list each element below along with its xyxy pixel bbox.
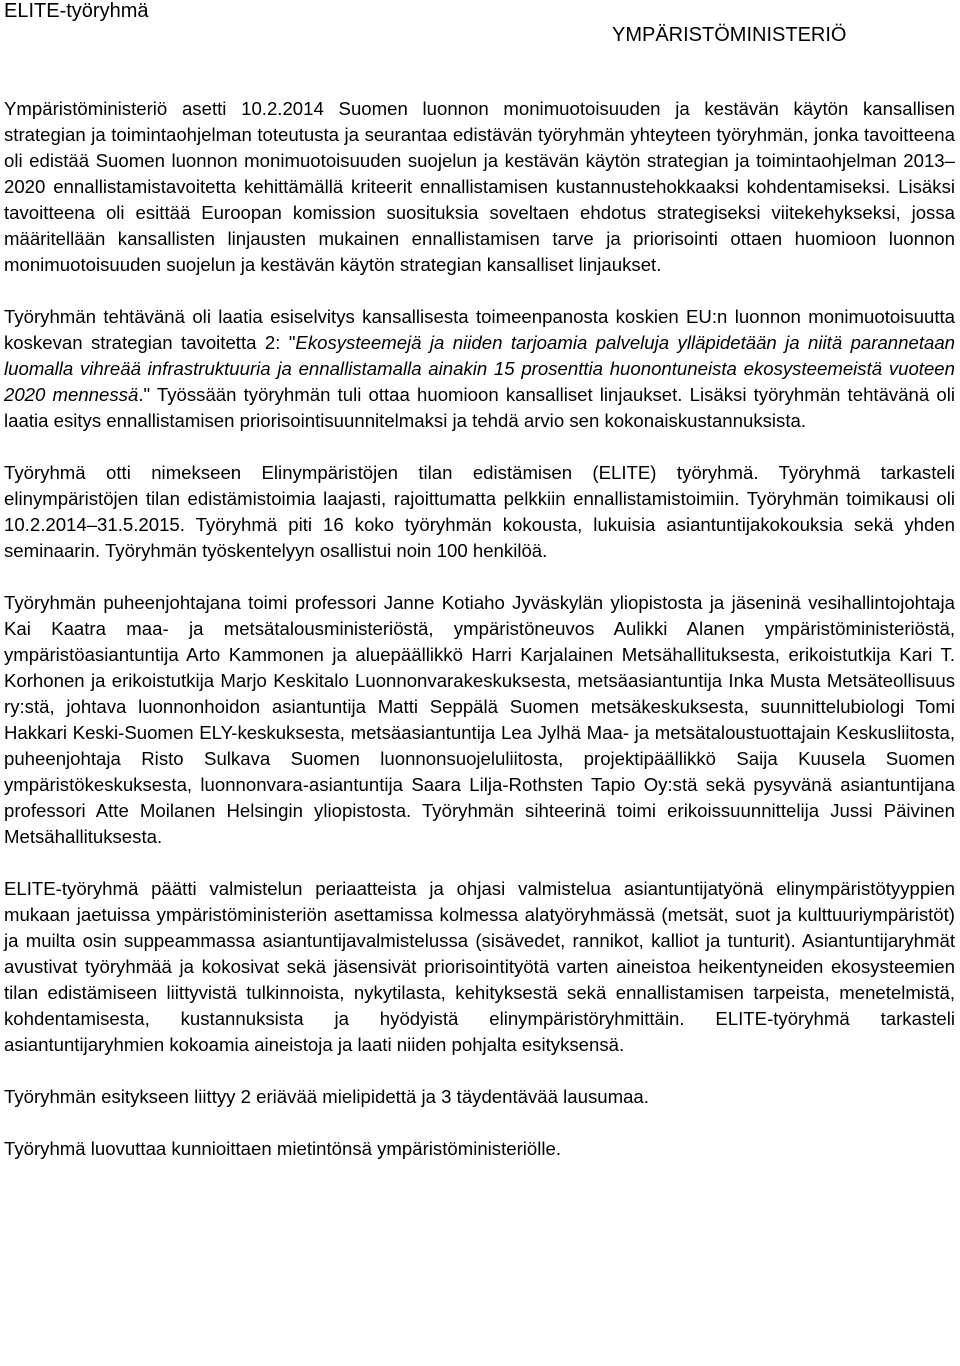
paragraph-appointment: Ympäristöministeriö asetti 10.2.2014 Suomen luonnon monimuotoisuuden ja kestävän käytön kansallisen strategian ja toimintaohjelman toteutusta ja seurantaa edistävän työryhmän yhteyteen työryhmän, jonka tavoitteena oli edistää Suomen luonnon monimuotoisuuden suojelun ja kestävän käytön strategian ja toimintaohjelman 2013–2020 ennallistamistavoitetta kehittämällä kriteerit ennallistamisen kustannustehokkaaksi kohdentamiseksi. Lisäksi tavoitteena oli esittää Euroopan komission suosituksia soveltaen ehdotus strategiseksi viitekehykseksi, jossa määritellään kansallisten linjausten mukainen ennallistamisen tarve ja priorisointi ottaen huomioon luonnon monimuotoisuuden suojelun ja kestävän käytön strategian kansalliset linjaukset. [4,98,955,275]
paragraph-task [4,304,955,434]
paragraph-task-quote: Ekosysteemejä ja niiden tarjoamia palveluja ylläpidetään ja niitä parannetaan luomalla vihreää infrastruktuuria ja ennallistamalla ainakin 15 prosenttia huonontuneista ekosysteemeistä vuoteen 2020 mennessä [4,332,956,405]
paragraph-dissents: Työryhmän esitykseen liittyy 2 eriävää mielipidettä ja 3 täydentävää lausumaa. [4,1086,649,1107]
paragraph-preparation: ELITE-työryhmä päätti valmistelun periaatteista ja ohjasi valmistelua asiantuntijatyönä elinympäristötyyppien mukaan jaetuissa ympäristöministeriön asettamissa kolmessa alatyöryhmässä (metsät, suot ja kulttuuriympäristöt) ja muilta osin suppeammassa asiantuntijavalmistelussa (sisävedet, rannikot, kalliot ja tunturit). Asiantuntijaryhmät avustivat työryhmää ja kokosivat sekä jäsensivät priorisointityötä varten aineistoa heikentyneiden ekosysteemien tilan edistämiseen liittyvistä tulkinnoista, nykytilasta, kehityksestä sekä ennallistamisen tarpeista, menetelmistä, kohdentamisesta, kustannuksista ja hyödyistä elinympäristöryhmittäin. ELITE-työryhmä tarkasteli asiantuntijaryhmien kokoamia aineistoja ja laati niiden pohjalta esityksensä. [4,878,955,1055]
header-ministry-title: YMPÄRISTÖMINISTERIÖ [612,24,847,46]
header-workgroup-title: ELITE-työryhmä [4,0,149,22]
document-body [4,96,955,1162]
paragraph-name-and-term: Työryhmä otti nimekseen Elinympäristöjen tilan edistämisen (ELITE) työryhmä. Työryhmä tarkasteli elinympäristöjen tilan edistämistoimia laajasti, rajoittumatta pelkkiin ennallistamistoimiin. Työryhmän toimikausi oli 10.2.2014–31.5.2015. Työryhmä piti 16 koko työryhmän kokousta, lukuisia asiantuntijakokouksia sekä yhden seminaarin. Työryhmän työskentelyyn osallistui noin 100 henkilöä. [4,462,955,561]
paragraph-members: Työryhmän puheenjohtajana toimi professori Janne Kotiaho Jyväskylän yliopistosta ja jäseninä vesihallintojohtaja Kai Kaatra maa- ja metsätalousministeriöstä, ympäristöneuvos Aulikki Alanen ympäristöministeriöstä, ympäristöasiantuntija Arto Kammonen ja aluepäällikkö Harri Karjalainen Metsähallituksesta, erikoistutkija Kari T. Korhonen ja erikoistutkija Marjo Keskitalo Luonnonvarakeskuksesta, metsäasiantuntija Inka Musta Metsäteollisuus ry:stä, johtava luonnonhoidon asiantuntija Matti Seppälä Suomen metsäkeskuksesta, suunnittelubiologi Tomi Hakkari Keski-Suomen ELY-keskuksesta, metsäasiantuntija Lea Jylhä Maa- ja metsätaloustuottajain Keskusliitosta, puheenjohtaja Risto Sulkava Suomen luonnonsuojeluliitosta, projektipäällikkö Saija Kuusela Suomen ympäristökeskuksesta, luonnonvara-asiantuntija Saara Lilja-Rothsten Tapio Oy:stä sekä pysyvänä asiantuntijana professori Atte Moilanen Helsingin yliopistosta. Työryhmän sihteerinä toimi erikoissuunnittelija Jussi Päivinen Metsähallituksesta. [4,592,955,847]
paragraph-task-rest: ." Työssään työryhmän tuli ottaa huomioon kansalliset linjaukset. Lisäksi työryhmän tehtävänä oli laatia esitys ennallistamisen priorisointisuunnitelmaksi ja tehdä arvio sen kokonaiskustannuksista. [4,384,955,431]
paragraph-handover: Työryhmä luovuttaa kunnioittaen mietintönsä ympäristöministeriölle. [4,1138,562,1159]
paragraph-task-intro: Työryhmän tehtävänä oli laatia esiselvitys kansallisesta toimeenpanosta koskien EU:n luonnon monimuotoisuutta koskevan strategian tavoitetta 2: " [4,306,955,353]
